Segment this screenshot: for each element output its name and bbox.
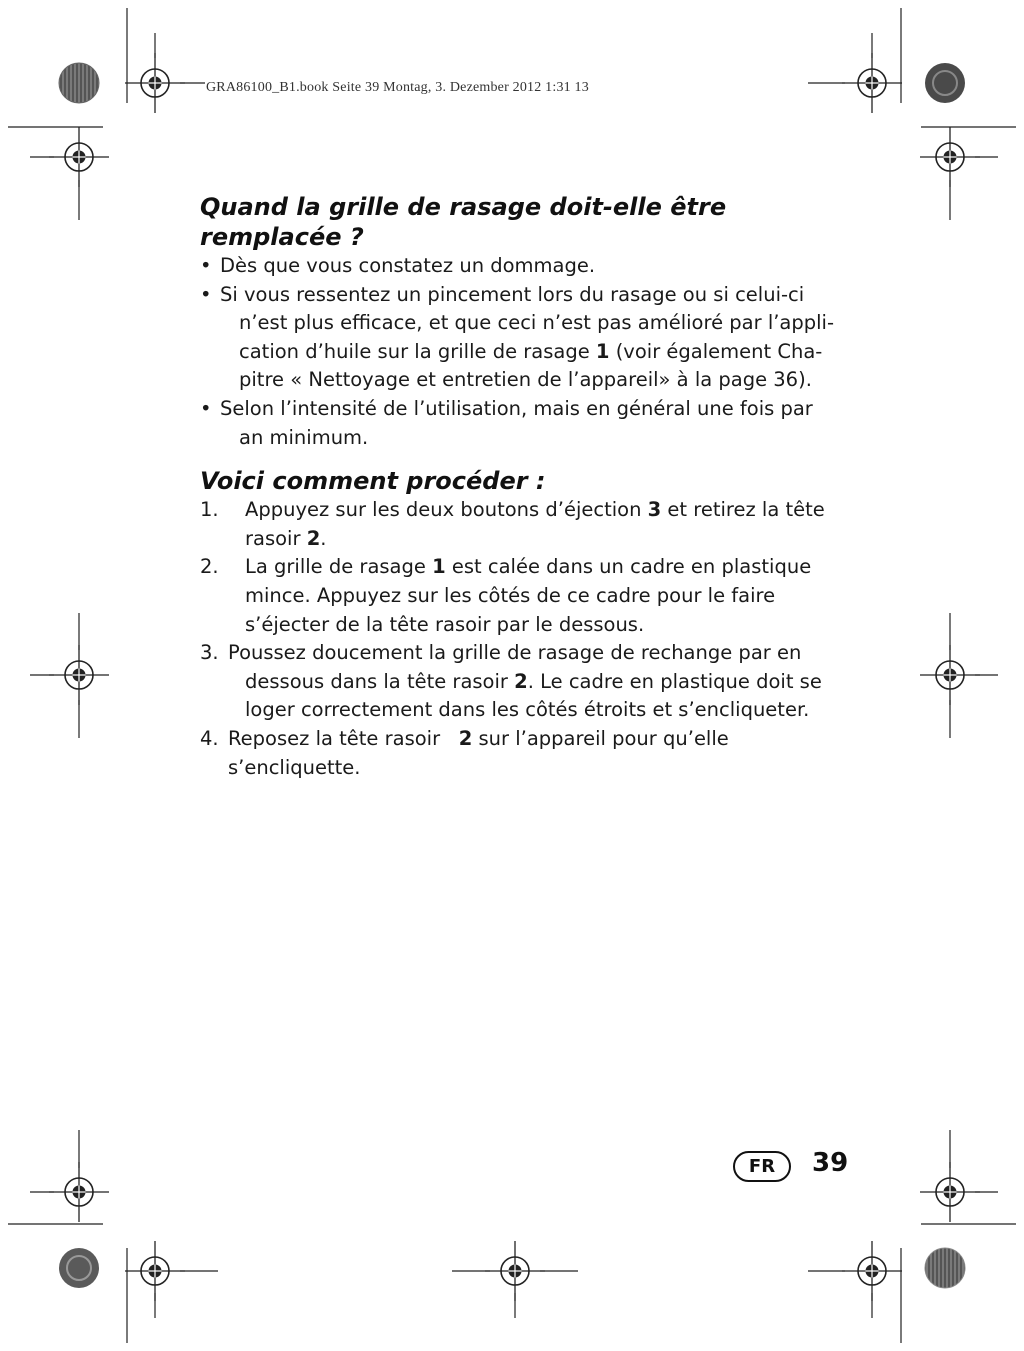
part-reference: 2 — [458, 726, 473, 750]
part-reference: 1 — [432, 555, 446, 579]
registration-mark-icon — [485, 1241, 545, 1301]
step-list — [200, 496, 860, 782]
registration-mark-icon — [920, 127, 980, 187]
list-item: • Dès que vous constatez un dommage. — [200, 254, 596, 277]
page-content — [200, 192, 860, 782]
list-item: 1. Appuyez sur les deux boutons d’éjection 3 et retirez la tête rasoir 2. — [200, 498, 825, 550]
color-target-icon — [925, 1248, 965, 1288]
language-badge: FR — [733, 1151, 791, 1182]
part-reference: 1 — [595, 339, 610, 363]
part-reference: 2 — [306, 526, 321, 550]
list-item: 4. Reposez la tête rasoir 2 sur l’appareil pour qu’elle s’encliquette. — [200, 726, 729, 779]
color-target-icon — [59, 63, 99, 103]
print-header: GRA86100_B1.book Seite 39 Montag, 3. Dezember 2012 1:31 13 — [206, 80, 589, 95]
bullet-list — [200, 252, 860, 452]
registration-mark-icon — [125, 53, 185, 113]
section-title: Voici comment procéder : — [200, 467, 546, 496]
part-reference: 2 — [514, 669, 528, 693]
registration-mark-icon — [842, 1241, 902, 1301]
registration-mark-icon — [49, 1162, 109, 1222]
color-target-icon — [925, 63, 965, 103]
list-item: • Selon l’intensité de l’utilisation, mais en général une fois par an minimum. — [200, 396, 813, 449]
registration-mark-icon — [125, 1241, 185, 1301]
part-reference: 3 — [647, 498, 662, 522]
color-target-icon — [59, 1248, 99, 1288]
registration-mark-icon — [920, 1162, 980, 1222]
list-item: 3. Poussez doucement la grille de rasage de rechange par en dessous dans la tête rasoir 2. Le cadre en plastique doit se loger correctement dans les côtés étroits et s’encliqueter. — [200, 641, 822, 722]
registration-mark-icon — [49, 127, 109, 187]
registration-mark-icon — [842, 53, 902, 113]
registration-mark-icon — [920, 645, 980, 705]
list-item: • Si vous ressentez un pincement lors du rasage ou si celui-ci n’est plus efficace, et que ceci n’est pas amélioré par l’appli- cation d’huile sur la grille de rasage 1 (voir également Cha- pitre « Nettoyage et entretien de l’appareil» à la page 36). — [200, 282, 835, 392]
registration-mark-icon — [49, 645, 109, 705]
section-title: Quand la grille de rasage doit-elle être remplacée ? — [200, 193, 727, 251]
page-number: 39 — [812, 1148, 849, 1178]
list-item: 2. La grille de rasage 1 est calée dans un cadre en plastique mince. Appuyez sur les côtés de ce cadre pour le faire s’éjecter de la tête rasoir par le dessous. — [200, 555, 812, 636]
